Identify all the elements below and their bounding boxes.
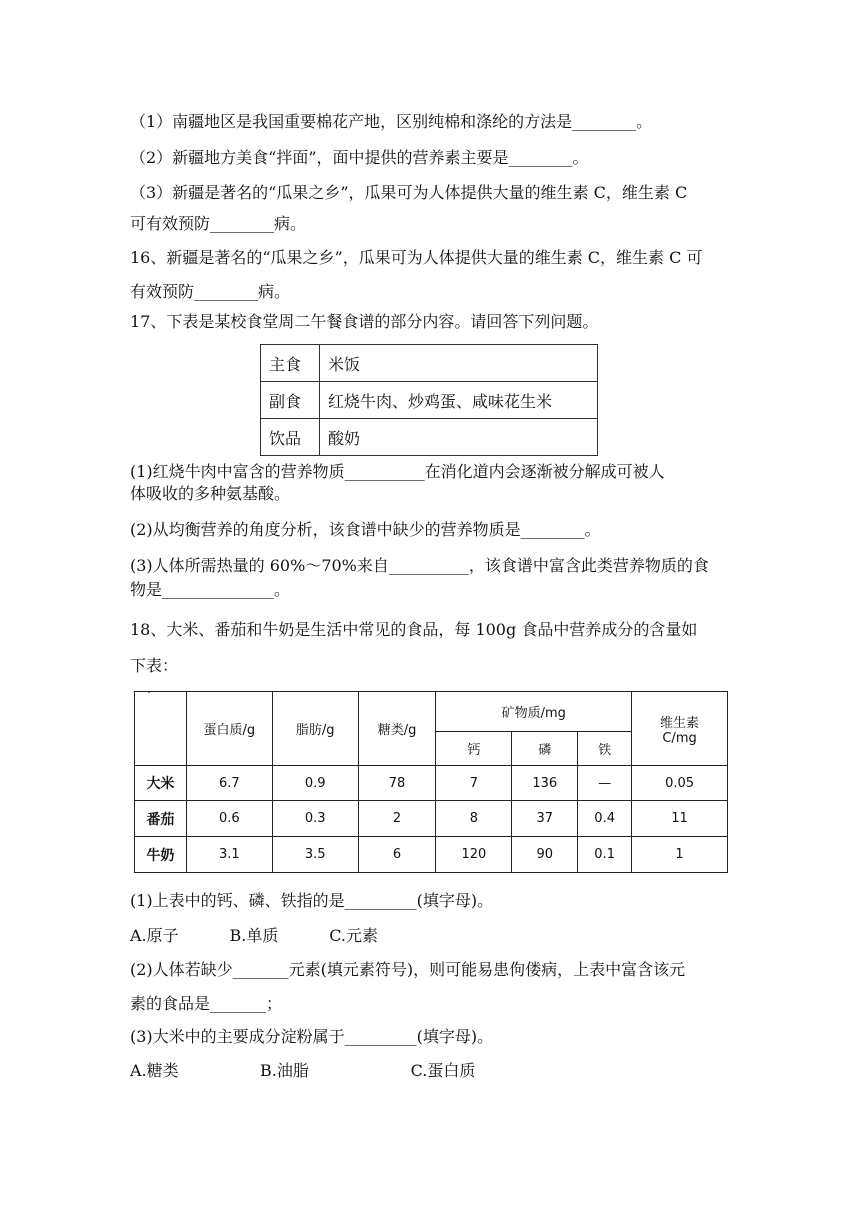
table-row — [135, 766, 728, 801]
cell-iron: 0.1 — [578, 837, 632, 873]
cell-phosphorus: 136 — [512, 766, 578, 801]
menu-cell-value: 酸奶 — [320, 419, 598, 456]
header-minerals: 矿物质/mg — [436, 692, 632, 732]
q15-part3-line1: （3）新疆是著名的“瓜果之乡”，瓜果可为人体提供大量的维生素 C，维生素 C — [130, 183, 688, 202]
menu-cell-key: 主食 — [261, 345, 320, 382]
q18-line2: 下表： — [130, 656, 179, 675]
q17-part1-line2: 体吸收的多种氨基酸。 — [130, 484, 291, 503]
q17-part2: (2)从均衡营养的角度分析，该食谱中缺少的营养物质是________。 — [130, 520, 601, 539]
q18-part3-options: A.糖类 B.油脂 C.蛋白质 — [130, 1061, 476, 1080]
cell-sugar: 78 — [358, 766, 436, 801]
row-food-name: 番茄 — [135, 801, 187, 837]
cell-sugar: 6 — [358, 837, 436, 873]
cell-protein: 3.1 — [186, 837, 272, 873]
menu-cell-key: 副食 — [261, 382, 320, 419]
cell-protein: 6.7 — [186, 766, 272, 801]
q18-part1-options: A.原子 B.单质 C.元素 — [130, 926, 378, 945]
cell-calcium: 7 — [436, 766, 512, 801]
cell-phosphorus: 37 — [512, 801, 578, 837]
cell-calcium: 120 — [436, 837, 512, 873]
header-protein: 蛋白质/g — [186, 692, 272, 766]
q17-part3-line2: 物是______________。 — [130, 580, 291, 599]
cell-sugar: 2 — [358, 801, 436, 837]
header-vitamin-c — [632, 692, 728, 766]
table-row — [135, 801, 728, 837]
cell-iron: 0.4 — [578, 801, 632, 837]
cell-vitamin-c: 11 — [632, 801, 728, 837]
cell-protein: 0.6 — [186, 801, 272, 837]
row-food-name: 大米 — [135, 766, 187, 801]
q15-part2: （2）新疆地方美食“拌面”，面中提供的营养素主要是________。 — [130, 148, 589, 167]
nutrition-table — [134, 691, 728, 873]
q15-part1: （1）南疆地区是我国重要棉花产地，区别纯棉和涤纶的方法是________。 — [130, 112, 653, 131]
table-row — [261, 345, 598, 382]
q18-part1: (1)上表中的钙、磷、铁指的是_________(填字母)。 — [130, 891, 494, 910]
row-food-name: 牛奶 — [135, 837, 187, 873]
header-vitamin-c-line1: 维生素 — [660, 715, 700, 731]
header-fat: 脂肪/g — [272, 692, 358, 766]
q17-part1-line1: (1)红烧牛肉中富含的营养物质__________在消化道内会逐渐被分解成可被人 — [130, 462, 665, 481]
cell-iron: — — [578, 766, 632, 801]
menu-cell-value: 米饭 — [320, 345, 598, 382]
cell-fat: 0.9 — [272, 766, 358, 801]
cell-fat: 0.3 — [272, 801, 358, 837]
cell-fat: 3.5 — [272, 837, 358, 873]
table-row — [135, 837, 728, 873]
table-row — [261, 419, 598, 456]
cell-vitamin-c: 0.05 — [632, 766, 728, 801]
cell-calcium: 8 — [436, 801, 512, 837]
q18-part2-line2: 素的食品是_______； — [130, 994, 283, 1013]
cell-phosphorus: 90 — [512, 837, 578, 873]
q15-part3-line2: 可有效预防________病。 — [130, 214, 307, 233]
header-phosphorus: 磷 — [512, 732, 578, 766]
table-row — [261, 382, 598, 419]
header-empty-cell — [135, 692, 187, 766]
q16-line1: 16、新疆是著名的“瓜果之乡”，瓜果可为人体提供大量的维生素 C，维生素 C 可 — [130, 248, 703, 267]
table-header-row — [135, 692, 728, 732]
q18-line1: 18、大米、番茄和牛奶是生活中常见的食品，每 100g 食品中营养成分的含量如 — [130, 620, 698, 639]
header-sugar: 糖类/g — [358, 692, 436, 766]
menu-cell-value: 红烧牛肉、炒鸡蛋、咸味花生米 — [320, 382, 598, 419]
q18-part3: (3)大米中的主要成分淀粉属于_________(填字母)。 — [130, 1027, 494, 1046]
q18-part2-line1: (2)人体若缺少_______元素(填元素符号)，则可能易患佝偻病，上表中富含该元 — [130, 960, 686, 979]
header-vitamin-c-line2: C/mg — [662, 730, 697, 746]
menu-table — [260, 344, 598, 456]
header-iron: 铁 — [578, 732, 632, 766]
cell-vitamin-c: 1 — [632, 837, 728, 873]
menu-cell-key: 饮品 — [261, 419, 320, 456]
q17-title: 17、下表是某校食堂周二午餐食谱的部分内容。请回答下列问题。 — [130, 312, 599, 331]
q16-line2: 有效预防________病。 — [130, 282, 291, 301]
q17-part3-line1: (3)人体所需热量的 60%～70%来自__________，该食谱中富含此类营养物质的食 — [130, 556, 709, 575]
header-calcium: 钙 — [436, 732, 512, 766]
